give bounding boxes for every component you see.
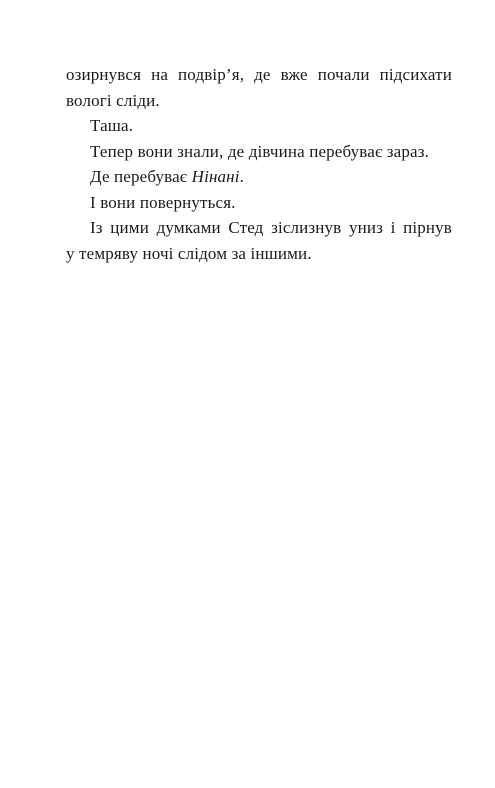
emphasized-name: Нінані [191,167,240,186]
paragraph-knew-where: Тепер вони знали, де дівчина перебуває зараз. [90,141,429,161]
text-prefix: Де перебуває [90,167,192,186]
paragraph-stead [66,215,452,266]
book-page-text [66,62,452,266]
text-line: Із цими думками Стед зіслизнув униз і пірнув [90,218,452,237]
text-line: озирнувся на подвір’я, де вже почали підсихати [66,65,452,84]
paragraph-ninani [66,164,452,190]
text-line: у темряву ночі слідом за іншими. [66,243,312,263]
paragraph-return: І вони повернуться. [90,192,236,212]
text-suffix: . [239,167,245,186]
paragraph-tasha: Таша. [90,116,134,135]
text-line: вологі сліди. [66,90,160,110]
paragraph-continuation [66,62,452,113]
